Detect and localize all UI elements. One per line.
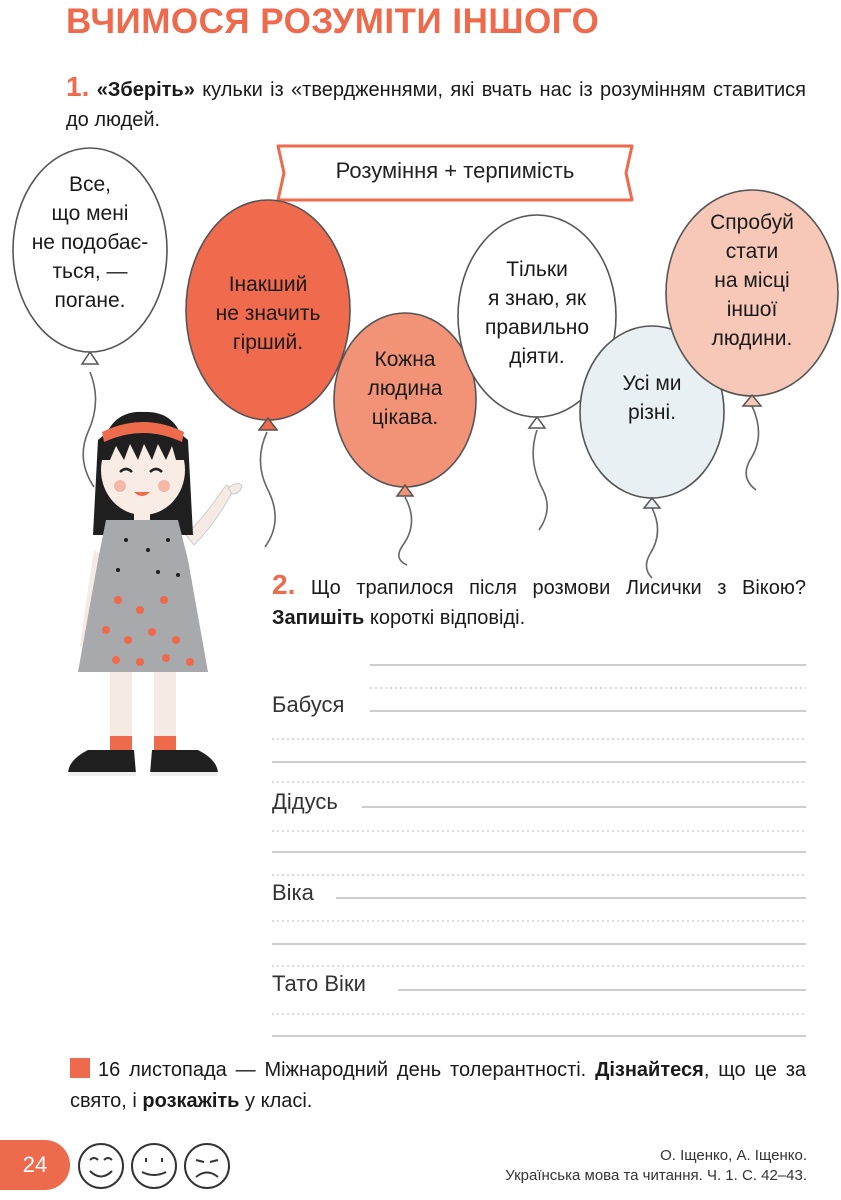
task-1-text: кульки із «твердженнями, які вчать нас із розумінням ставитися до людей. [66,79,806,131]
balloon-1-text: Все, що мені не подобає- ться, — погане. [31,173,149,312]
task-2-number: 2. [272,569,296,600]
happy-face-icon[interactable] [79,1144,123,1188]
source-book: Українська мова та читання. Ч. 1. С. 42–43. [505,1167,807,1184]
balloon-4-text: Тільки я знаю, як правильно діяти. [484,258,590,368]
balloon-3-text: Кожна людина цікава. [367,348,443,429]
task-2-verb: Запишіть [272,607,365,629]
answer-label-grandpa: Дідусь [272,789,338,814]
balloon-6-text: Спробуй стати на місці іншої людини. [710,211,794,350]
task-1-verb: «Зберіть» [96,79,195,101]
source-citation [505,1146,807,1186]
answer-label-father: Тато Віки [272,971,366,996]
sad-face-icon[interactable] [185,1144,229,1188]
square-bullet-icon [70,1058,90,1078]
answer-label-vika: Віка [272,880,314,905]
source-author: О. Іщенко, А. Іщенко. [660,1147,807,1164]
answer-label-grandma: Бабуся [272,692,345,717]
tolerance-day-note: 16 листопада — Міжнародний день толерантності. Дізнайтеся, що це за свято, і розкажіть у класі. [70,1059,806,1112]
balloon-5-text: Усі ми різні. [622,372,682,424]
page-title: ВЧИМОСЯ РОЗУМІТИ ІНШОГО [66,2,600,41]
banner-label: Розуміння + терпимість [335,158,575,183]
task-2-instruction: 2. Що трапилося після розмови Лисички з Вікою? Запишіть короткі відповіді. [272,569,806,629]
self-assessment-faces [76,1140,232,1192]
neutral-face-icon[interactable] [132,1144,176,1188]
page-number: 24 [0,1140,70,1190]
balloon-2-text: Інакший не значить гірший. [215,273,321,354]
task-1-number: 1. [66,71,90,102]
